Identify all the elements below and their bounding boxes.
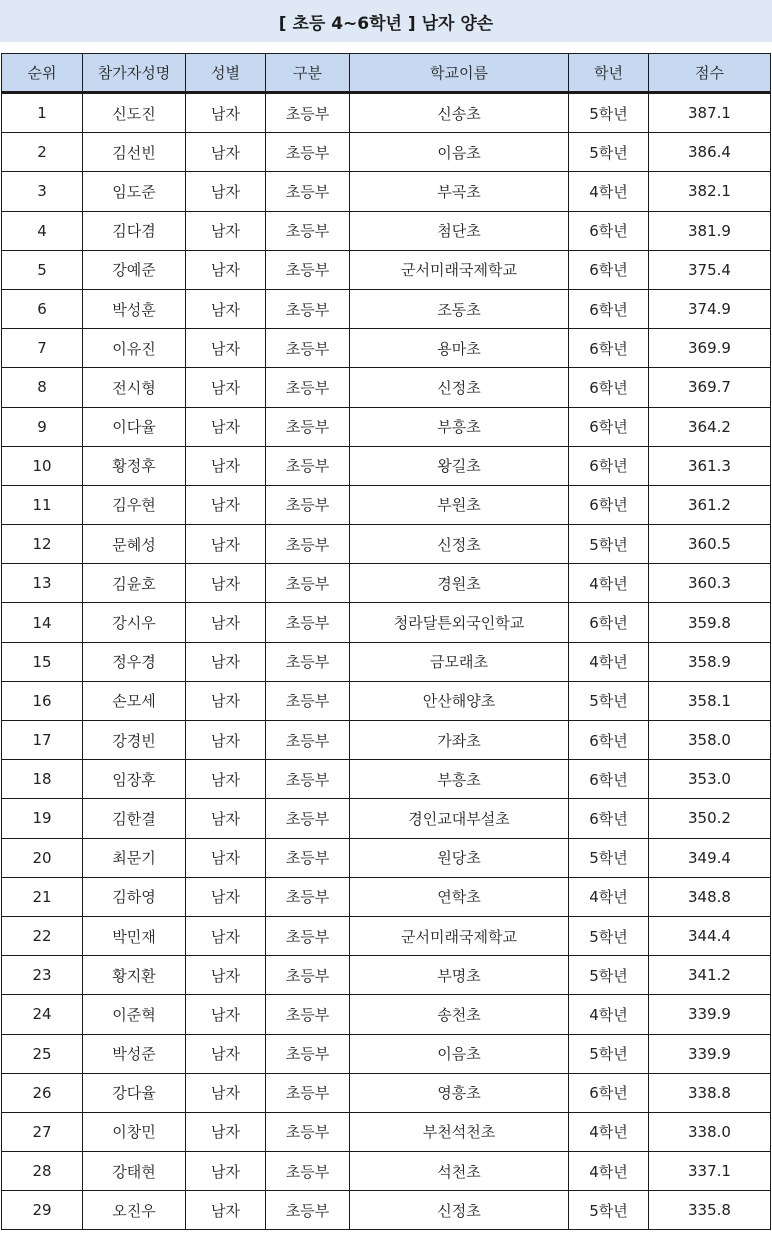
- division-cell: 초등부: [266, 760, 350, 799]
- rank-cell: 19: [2, 799, 83, 838]
- division-cell: 초등부: [266, 1191, 350, 1230]
- school-cell: 청라달튼외국인학교: [350, 603, 569, 642]
- score-cell: 341.2: [649, 956, 771, 995]
- name-cell: 김선빈: [83, 133, 186, 172]
- school-cell: 군서미래국제학교: [350, 250, 569, 289]
- gender-cell: 남자: [186, 681, 266, 720]
- gender-cell: 남자: [186, 407, 266, 446]
- table-row: [2, 368, 771, 407]
- gender-cell: 남자: [186, 838, 266, 877]
- table-row: [2, 916, 771, 955]
- name-cell: 이다율: [83, 407, 186, 446]
- rank-cell: 4: [2, 211, 83, 250]
- table-row: [2, 485, 771, 524]
- column-header-grade: 학년: [569, 54, 649, 93]
- gender-cell: 남자: [186, 1191, 266, 1230]
- gender-cell: 남자: [186, 1152, 266, 1191]
- column-header-score: 점수: [649, 54, 771, 93]
- division-cell: 초등부: [266, 1073, 350, 1112]
- score-cell: 374.9: [649, 289, 771, 328]
- gender-cell: 남자: [186, 956, 266, 995]
- score-cell: 358.1: [649, 681, 771, 720]
- rank-cell: 20: [2, 838, 83, 877]
- name-cell: 김다겸: [83, 211, 186, 250]
- score-cell: 361.3: [649, 446, 771, 485]
- name-cell: 정우경: [83, 642, 186, 681]
- rank-cell: 1: [2, 93, 83, 133]
- score-cell: 358.0: [649, 721, 771, 760]
- school-cell: 용마초: [350, 329, 569, 368]
- division-cell: 초등부: [266, 838, 350, 877]
- grade-cell: 5학년: [569, 916, 649, 955]
- grade-cell: 6학년: [569, 603, 649, 642]
- rank-cell: 21: [2, 877, 83, 916]
- division-cell: 초등부: [266, 564, 350, 603]
- grade-cell: 4학년: [569, 1152, 649, 1191]
- gender-cell: 남자: [186, 368, 266, 407]
- division-cell: 초등부: [266, 250, 350, 289]
- grade-cell: 5학년: [569, 956, 649, 995]
- gender-cell: 남자: [186, 172, 266, 211]
- school-cell: 연학초: [350, 877, 569, 916]
- table-row: [2, 760, 771, 799]
- name-cell: 박민재: [83, 916, 186, 955]
- table-row: [2, 995, 771, 1034]
- school-cell: 이음초: [350, 1034, 569, 1073]
- rank-cell: 23: [2, 956, 83, 995]
- table-row: [2, 721, 771, 760]
- school-cell: 안산해양초: [350, 681, 569, 720]
- name-cell: 이창민: [83, 1112, 186, 1151]
- grade-cell: 5학년: [569, 525, 649, 564]
- table-row: [2, 172, 771, 211]
- column-header-school: 학교이름: [350, 54, 569, 93]
- score-cell: 353.0: [649, 760, 771, 799]
- name-cell: 김윤호: [83, 564, 186, 603]
- score-cell: 369.7: [649, 368, 771, 407]
- score-cell: 360.3: [649, 564, 771, 603]
- grade-cell: 5학년: [569, 1191, 649, 1230]
- grade-cell: 6학년: [569, 407, 649, 446]
- score-cell: 338.0: [649, 1112, 771, 1151]
- rank-cell: 17: [2, 721, 83, 760]
- gender-cell: 남자: [186, 564, 266, 603]
- table-row: [2, 1112, 771, 1151]
- grade-cell: 6학년: [569, 799, 649, 838]
- grade-cell: 4학년: [569, 995, 649, 1034]
- score-cell: 335.8: [649, 1191, 771, 1230]
- name-cell: 오진우: [83, 1191, 186, 1230]
- table-row: [2, 642, 771, 681]
- name-cell: 강시우: [83, 603, 186, 642]
- score-cell: 350.2: [649, 799, 771, 838]
- table-row: [2, 603, 771, 642]
- name-cell: 강다율: [83, 1073, 186, 1112]
- school-cell: 부명초: [350, 956, 569, 995]
- name-cell: 최문기: [83, 838, 186, 877]
- school-cell: 신정초: [350, 525, 569, 564]
- table-row: [2, 956, 771, 995]
- gender-cell: 남자: [186, 250, 266, 289]
- grade-cell: 6학년: [569, 485, 649, 524]
- division-cell: 초등부: [266, 289, 350, 328]
- grade-cell: 6학년: [569, 368, 649, 407]
- rank-cell: 13: [2, 564, 83, 603]
- school-cell: 가좌초: [350, 721, 569, 760]
- gender-cell: 남자: [186, 760, 266, 799]
- division-cell: 초등부: [266, 1034, 350, 1073]
- school-cell: 금모래초: [350, 642, 569, 681]
- table-row: [2, 1191, 771, 1230]
- column-header-division: 구분: [266, 54, 350, 93]
- division-cell: 초등부: [266, 172, 350, 211]
- column-header-gender: 성별: [186, 54, 266, 93]
- score-cell: 360.5: [649, 525, 771, 564]
- name-cell: 김하영: [83, 877, 186, 916]
- gender-cell: 남자: [186, 289, 266, 328]
- name-cell: 이준혁: [83, 995, 186, 1034]
- school-cell: 첨단초: [350, 211, 569, 250]
- gender-cell: 남자: [186, 877, 266, 916]
- division-cell: 초등부: [266, 329, 350, 368]
- name-cell: 손모세: [83, 681, 186, 720]
- division-cell: 초등부: [266, 446, 350, 485]
- grade-cell: 4학년: [569, 642, 649, 681]
- gender-cell: 남자: [186, 721, 266, 760]
- grade-cell: 4학년: [569, 877, 649, 916]
- name-cell: 이유진: [83, 329, 186, 368]
- name-cell: 문혜성: [83, 525, 186, 564]
- table-row: [2, 1034, 771, 1073]
- school-cell: 신정초: [350, 368, 569, 407]
- table-row: [2, 289, 771, 328]
- name-cell: 임도준: [83, 172, 186, 211]
- rank-cell: 15: [2, 642, 83, 681]
- school-cell: 신정초: [350, 1191, 569, 1230]
- grade-cell: 6학년: [569, 760, 649, 799]
- score-cell: 375.4: [649, 250, 771, 289]
- rank-cell: 16: [2, 681, 83, 720]
- gender-cell: 남자: [186, 485, 266, 524]
- rank-cell: 3: [2, 172, 83, 211]
- school-cell: 부흥초: [350, 407, 569, 446]
- column-header-rank: 순위: [2, 54, 83, 93]
- school-cell: 조동초: [350, 289, 569, 328]
- division-cell: 초등부: [266, 956, 350, 995]
- rank-cell: 11: [2, 485, 83, 524]
- table-row: [2, 133, 771, 172]
- rank-cell: 27: [2, 1112, 83, 1151]
- school-cell: 이음초: [350, 133, 569, 172]
- division-cell: 초등부: [266, 995, 350, 1034]
- division-cell: 초등부: [266, 211, 350, 250]
- grade-cell: 5학년: [569, 838, 649, 877]
- division-cell: 초등부: [266, 603, 350, 642]
- division-cell: 초등부: [266, 368, 350, 407]
- grade-cell: 4학년: [569, 564, 649, 603]
- rank-cell: 10: [2, 446, 83, 485]
- name-cell: 박성준: [83, 1034, 186, 1073]
- score-cell: 337.1: [649, 1152, 771, 1191]
- rank-cell: 2: [2, 133, 83, 172]
- score-cell: 338.8: [649, 1073, 771, 1112]
- grade-cell: 6학년: [569, 289, 649, 328]
- rank-cell: 18: [2, 760, 83, 799]
- column-header-name: 참가자성명: [83, 54, 186, 93]
- division-cell: 초등부: [266, 133, 350, 172]
- grade-cell: 6학년: [569, 329, 649, 368]
- table-row: [2, 1152, 771, 1191]
- gender-cell: 남자: [186, 525, 266, 564]
- name-cell: 황정후: [83, 446, 186, 485]
- school-cell: 부천석천초: [350, 1112, 569, 1151]
- score-cell: 339.9: [649, 995, 771, 1034]
- table-row: [2, 93, 771, 133]
- division-cell: 초등부: [266, 877, 350, 916]
- grade-cell: 4학년: [569, 172, 649, 211]
- grade-cell: 5학년: [569, 1034, 649, 1073]
- score-cell: 359.8: [649, 603, 771, 642]
- gender-cell: 남자: [186, 799, 266, 838]
- rank-cell: 26: [2, 1073, 83, 1112]
- grade-cell: 6학년: [569, 721, 649, 760]
- rank-cell: 24: [2, 995, 83, 1034]
- table-row: [2, 1073, 771, 1112]
- score-cell: 361.2: [649, 485, 771, 524]
- rank-cell: 14: [2, 603, 83, 642]
- gender-cell: 남자: [186, 329, 266, 368]
- division-cell: 초등부: [266, 721, 350, 760]
- rank-cell: 9: [2, 407, 83, 446]
- rank-cell: 29: [2, 1191, 83, 1230]
- division-cell: 초등부: [266, 525, 350, 564]
- table-row: [2, 525, 771, 564]
- grade-cell: 5학년: [569, 93, 649, 133]
- grade-cell: 5학년: [569, 681, 649, 720]
- rank-cell: 7: [2, 329, 83, 368]
- gender-cell: 남자: [186, 211, 266, 250]
- score-cell: 387.1: [649, 93, 771, 133]
- score-cell: 339.9: [649, 1034, 771, 1073]
- school-cell: 송천초: [350, 995, 569, 1034]
- grade-cell: 6학년: [569, 211, 649, 250]
- school-cell: 부흥초: [350, 760, 569, 799]
- division-cell: 초등부: [266, 407, 350, 446]
- rank-cell: 12: [2, 525, 83, 564]
- page-title: [ 초등 4~6학년 ] 남자 양손: [0, 0, 772, 42]
- school-cell: 원당초: [350, 838, 569, 877]
- gender-cell: 남자: [186, 446, 266, 485]
- gender-cell: 남자: [186, 93, 266, 133]
- rank-cell: 6: [2, 289, 83, 328]
- score-cell: 349.4: [649, 838, 771, 877]
- score-cell: 369.9: [649, 329, 771, 368]
- score-cell: 358.9: [649, 642, 771, 681]
- gender-cell: 남자: [186, 1034, 266, 1073]
- grade-cell: 6학년: [569, 250, 649, 289]
- score-cell: 348.8: [649, 877, 771, 916]
- division-cell: 초등부: [266, 1112, 350, 1151]
- rank-cell: 8: [2, 368, 83, 407]
- grade-cell: 4학년: [569, 1112, 649, 1151]
- grade-cell: 5학년: [569, 133, 649, 172]
- name-cell: 김우현: [83, 485, 186, 524]
- school-cell: 부곡초: [350, 172, 569, 211]
- table-row: [2, 211, 771, 250]
- score-cell: 386.4: [649, 133, 771, 172]
- grade-cell: 6학년: [569, 1073, 649, 1112]
- gender-cell: 남자: [186, 995, 266, 1034]
- rank-cell: 22: [2, 916, 83, 955]
- score-cell: 381.9: [649, 211, 771, 250]
- name-cell: 강예준: [83, 250, 186, 289]
- table-row: [2, 838, 771, 877]
- table-row: [2, 250, 771, 289]
- gender-cell: 남자: [186, 1112, 266, 1151]
- school-cell: 왕길초: [350, 446, 569, 485]
- school-cell: 부원초: [350, 485, 569, 524]
- table-row: [2, 564, 771, 603]
- division-cell: 초등부: [266, 799, 350, 838]
- division-cell: 초등부: [266, 1152, 350, 1191]
- name-cell: 황지환: [83, 956, 186, 995]
- table-row: [2, 799, 771, 838]
- table-row: [2, 446, 771, 485]
- score-cell: 382.1: [649, 172, 771, 211]
- division-cell: 초등부: [266, 485, 350, 524]
- school-cell: 경원초: [350, 564, 569, 603]
- gender-cell: 남자: [186, 133, 266, 172]
- school-cell: 경인교대부설초: [350, 799, 569, 838]
- rank-cell: 25: [2, 1034, 83, 1073]
- score-cell: 364.2: [649, 407, 771, 446]
- rank-cell: 28: [2, 1152, 83, 1191]
- school-cell: 군서미래국제학교: [350, 916, 569, 955]
- grade-cell: 6학년: [569, 446, 649, 485]
- division-cell: 초등부: [266, 916, 350, 955]
- name-cell: 김한결: [83, 799, 186, 838]
- name-cell: 강태현: [83, 1152, 186, 1191]
- name-cell: 강경빈: [83, 721, 186, 760]
- rank-cell: 5: [2, 250, 83, 289]
- name-cell: 신도진: [83, 93, 186, 133]
- table-row: [2, 407, 771, 446]
- school-cell: 신송초: [350, 93, 569, 133]
- table-header-row: [2, 54, 771, 93]
- gender-cell: 남자: [186, 916, 266, 955]
- score-cell: 344.4: [649, 916, 771, 955]
- gender-cell: 남자: [186, 1073, 266, 1112]
- table-row: [2, 681, 771, 720]
- gender-cell: 남자: [186, 642, 266, 681]
- school-cell: 영흥초: [350, 1073, 569, 1112]
- school-cell: 석천초: [350, 1152, 569, 1191]
- division-cell: 초등부: [266, 93, 350, 133]
- division-cell: 초등부: [266, 642, 350, 681]
- name-cell: 박성훈: [83, 289, 186, 328]
- division-cell: 초등부: [266, 681, 350, 720]
- results-table: [1, 53, 771, 1230]
- table-row: [2, 329, 771, 368]
- table-row: [2, 877, 771, 916]
- name-cell: 임장후: [83, 760, 186, 799]
- name-cell: 전시형: [83, 368, 186, 407]
- gender-cell: 남자: [186, 603, 266, 642]
